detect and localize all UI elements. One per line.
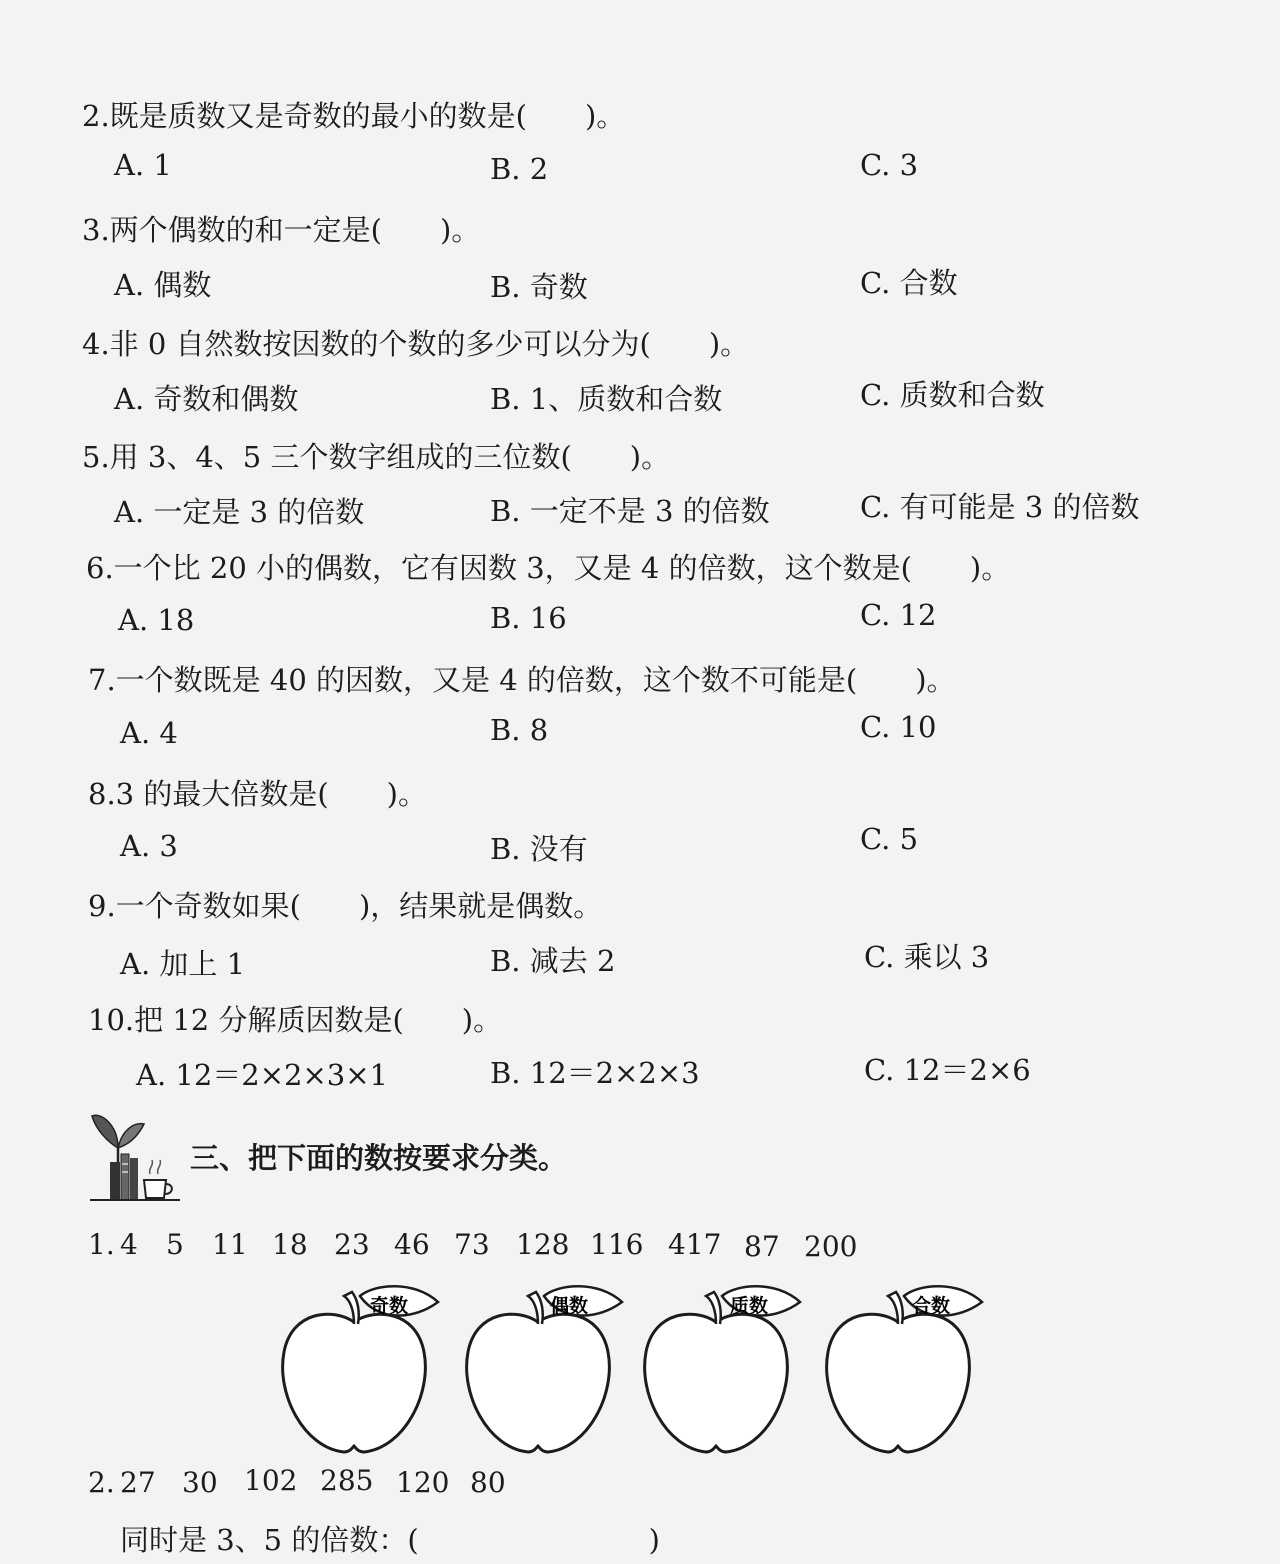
question-5-stem: 5.用 3、4、5 三个数字组成的三位数( )。 — [82, 440, 671, 474]
apple-tag-prime: 质数 — [730, 1295, 769, 1317]
question-7-option-b: B. 8 — [490, 713, 549, 747]
question-9-option-c: C. 乘以 3 — [864, 940, 990, 974]
question-4-option-b: B. 1、质数和合数 — [490, 382, 723, 416]
number-item: 200 — [804, 1230, 858, 1263]
question-4-stem: 4.非 0 自然数按因数的个数的多少可以分为( )。 — [82, 327, 750, 361]
apple-prime — [645, 1286, 800, 1452]
apple-tag-even: 偶数 — [550, 1295, 589, 1317]
question-6-option-a: A. 18 — [118, 603, 195, 637]
number-item: 417 — [668, 1228, 722, 1261]
question-4-option-c: C. 质数和合数 — [860, 378, 1045, 412]
number-item: 102 — [244, 1464, 298, 1497]
question-3-stem: 3.两个偶数的和一定是( )。 — [82, 213, 481, 247]
question-2-stem: 2.既是质数又是奇数的最小的数是( )。 — [82, 99, 626, 133]
question-8-option-b: B. 没有 — [490, 832, 588, 866]
item-2-label: 2. — [88, 1466, 115, 1499]
question-7-stem: 7.一个数既是 40 的因数，又是 4 的倍数，这个数不可能是( )。 — [88, 663, 956, 697]
question-2-option-c: C. 3 — [860, 148, 919, 182]
books-plant-cup-icon — [88, 1108, 188, 1204]
number-item: 46 — [394, 1228, 430, 1261]
number-item: 11 — [212, 1228, 248, 1261]
question-5-option-b: B. 一定不是 3 的倍数 — [490, 494, 770, 528]
question-10-option-b: B. 12＝2×2×3 — [490, 1056, 700, 1090]
question-8-option-c: C. 5 — [860, 822, 919, 856]
question-2-option-b: B. 2 — [490, 152, 549, 186]
question-4-option-a: A. 奇数和偶数 — [114, 382, 299, 416]
apple-even — [467, 1286, 622, 1452]
question-5-option-c: C. 有可能是 3 的倍数 — [860, 490, 1140, 524]
apple-tag-odd: 奇数 — [370, 1295, 409, 1317]
apple-composite — [827, 1286, 982, 1452]
question-10-option-a: A. 12＝2×2×3×1 — [136, 1058, 388, 1092]
number-item: 120 — [396, 1466, 450, 1499]
question-8-option-a: A. 3 — [120, 829, 178, 863]
number-item: 30 — [182, 1466, 218, 1499]
question-9-option-b: B. 减去 2 — [490, 944, 616, 978]
fill-close: ) — [648, 1523, 660, 1557]
number-item: 128 — [516, 1228, 570, 1261]
question-7-option-c: C. 10 — [860, 710, 937, 744]
question-2-option-a: A. 1 — [114, 148, 172, 182]
question-10-stem: 10.把 12 分解质因数是( )。 — [88, 1003, 503, 1037]
question-6-option-b: B. 16 — [490, 601, 567, 635]
apple-odd — [283, 1286, 438, 1452]
number-item: 4 — [120, 1228, 138, 1261]
number-item: 87 — [744, 1230, 780, 1263]
question-3-option-b: B. 奇数 — [490, 270, 588, 304]
question-5-option-a: A. 一定是 3 的倍数 — [114, 495, 365, 529]
apple-tag-composite: 合数 — [912, 1295, 951, 1317]
question-6-stem: 6.一个比 20 小的偶数，它有因数 3，又是 4 的倍数，这个数是( )。 — [86, 551, 1011, 585]
apple-classification-diagram — [270, 1280, 1010, 1470]
section-3-title: 三、把下面的数按要求分类。 — [190, 1141, 568, 1175]
question-3-option-a: A. 偶数 — [114, 268, 212, 302]
item-1-label: 1. — [88, 1228, 115, 1261]
question-6-option-c: C. 12 — [860, 598, 937, 632]
number-item: 116 — [590, 1228, 644, 1261]
number-item: 73 — [454, 1228, 490, 1261]
question-9-stem: 9.一个奇数如果( )，结果就是偶数。 — [88, 889, 603, 923]
number-item: 27 — [120, 1466, 156, 1499]
number-item: 18 — [272, 1228, 308, 1261]
multiple-of-3-and-5-blank — [120, 1518, 660, 1559]
question-10-option-c: C. 12＝2×6 — [864, 1053, 1031, 1087]
question-3-option-c: C. 合数 — [860, 266, 958, 300]
number-item: 285 — [320, 1464, 374, 1497]
question-8-stem: 8.3 的最大倍数是( )。 — [88, 777, 427, 811]
number-item: 80 — [470, 1466, 506, 1499]
question-7-option-a: A. 4 — [120, 716, 178, 750]
number-item: 5 — [166, 1228, 184, 1261]
question-9-option-a: A. 加上 1 — [120, 947, 246, 981]
fill-label: 同时是 3、5 的倍数：( — [120, 1523, 419, 1557]
number-item: 23 — [334, 1228, 370, 1261]
